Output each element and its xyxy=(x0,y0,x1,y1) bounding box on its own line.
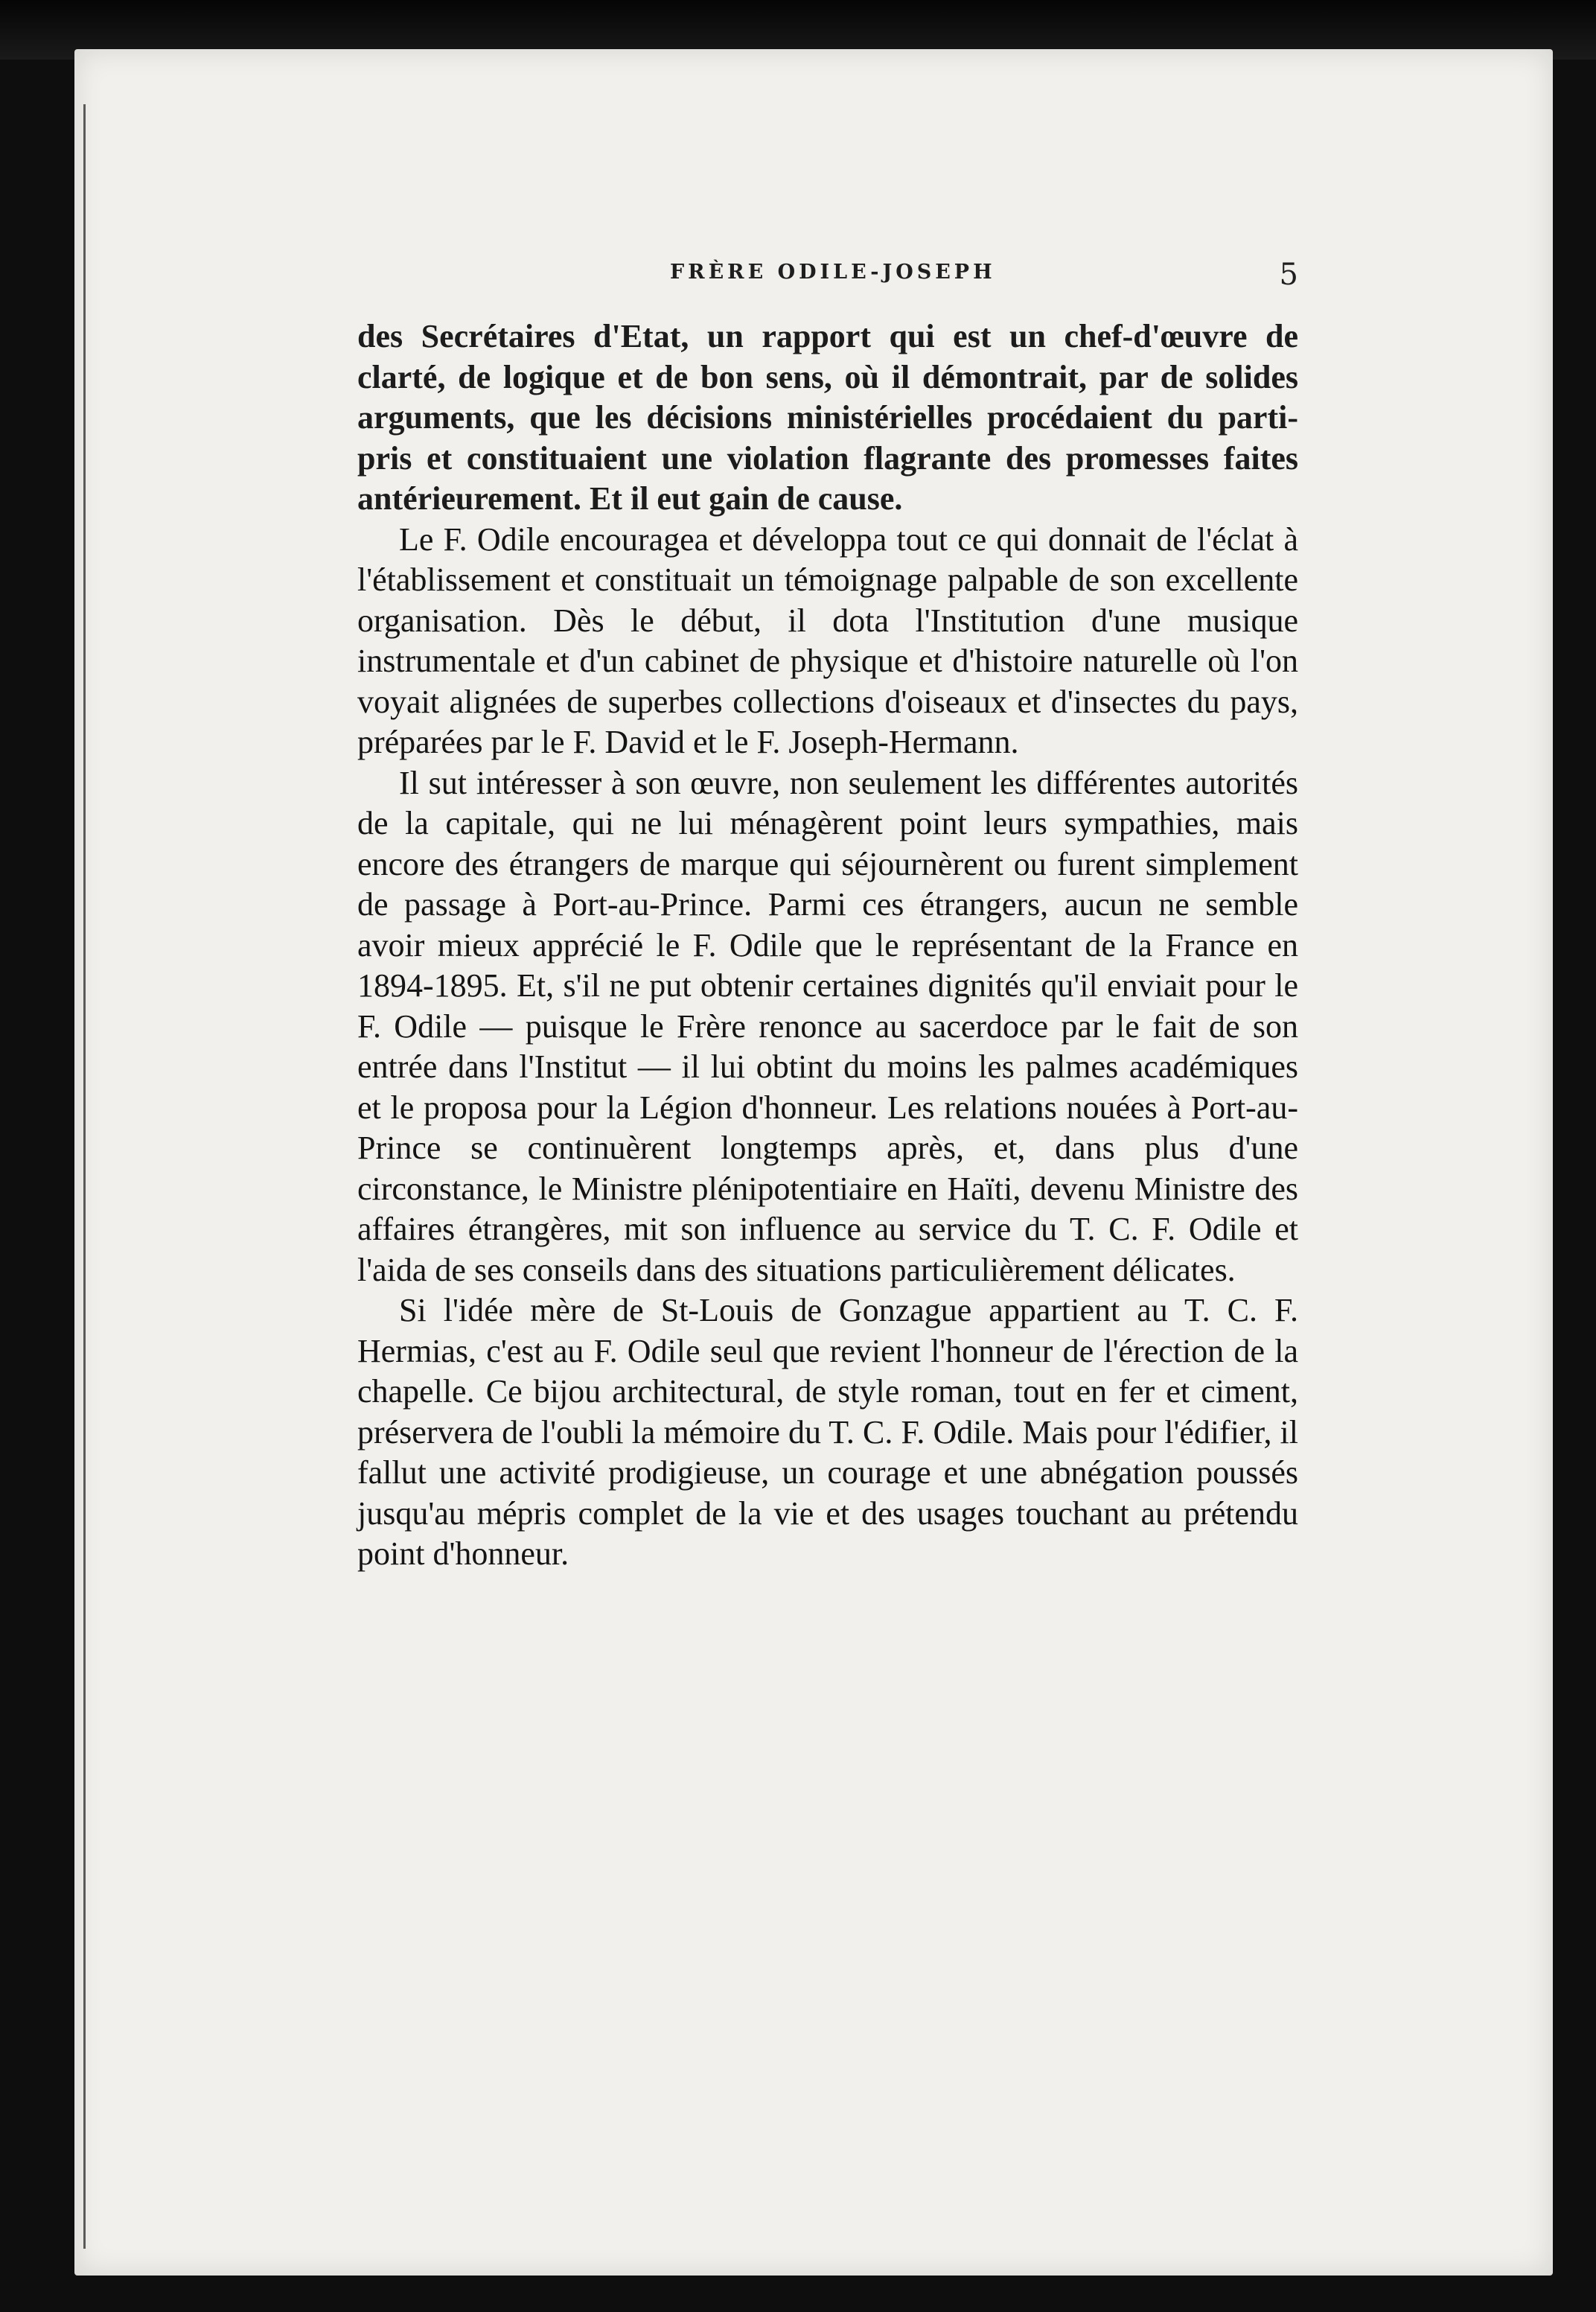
paragraph-3: Il sut intéresser à son œuvre, non seulement les différentes autorités de la capitale, qui ne lui ménagèrent point leurs sympathies, mais encore des étrangers de marque qui séjournèrent ou furent simplement de passage à Port-au-Prince. Parmi ces étrangers, aucun ne semble avoir mieux apprécié le F. Odile que le représentant de la France en 1894-1895. Et, s'il ne put obtenir certaines dignités qu'il enviait pour le F. Odile — puisque le Frère renonce au sacerdoce par le fait de son entrée dans l'Institut — il lui obtint du moins les palmes académiques et le proposa pour la Légion d'honneur. Les relations nouées à Port-au-Prince se continuèrent longtemps après, et, dans plus d'une circonstance, le Ministre plénipotentiaire en Haïti, devenu Ministre des affaires étrangères, mit son influence au service du T. C. F. Odile et l'aida de ses conseils dans des situations particulièrement délicates. xyxy=(357,764,1298,1288)
running-head xyxy=(357,258,1298,292)
page-number: 5 xyxy=(1279,258,1298,292)
body-text xyxy=(357,316,1298,1575)
page-binding-edge xyxy=(83,104,86,2249)
paragraph-4: Si l'idée mère de St-Louis de Gonzague appartient au T. C. F. Hermias, c'est au F. Odile seul que revient l'honneur de l'érection de la chapelle. Ce bijou architectural, de style roman, tout en fer et ciment, préservera de l'oubli la mémoire du T. C. F. Odile. Mais pour l'édifier, il fallut une activité prodigieuse, un courage et une abnégation poussés jusqu'au mépris complet de la vie et des usages touchant au prétendu point d'honneur. xyxy=(357,1292,1298,1572)
paragraph-2: Le F. Odile encouragea et développa tout ce qui donnait de l'éclat à l'établissement et constituait un témoignage palpable de son excellente organisation. Dès le début, il dota l'Institution d'une musique instrumentale et d'un cabinet de physique et d'histoire naturelle où l'on voyait alignées de superbes collections d'oiseaux et d'insectes du pays, préparées par le F. David et le F. Joseph-Hermann. xyxy=(357,520,1298,760)
running-title: FRÈRE ODILE-JOSEPH xyxy=(670,261,996,284)
paragraph-1: des Secrétaires d'Etat, un rapport qui est un chef-d'œuvre de clarté, de logique et de bon sens, où il démontrait, par de solides arguments, que les décisions ministérielles procédaient du parti-pris et constituaient une violation flagrante des promesses faites antérieurement. Et il eut gain de cause. xyxy=(357,318,1298,517)
